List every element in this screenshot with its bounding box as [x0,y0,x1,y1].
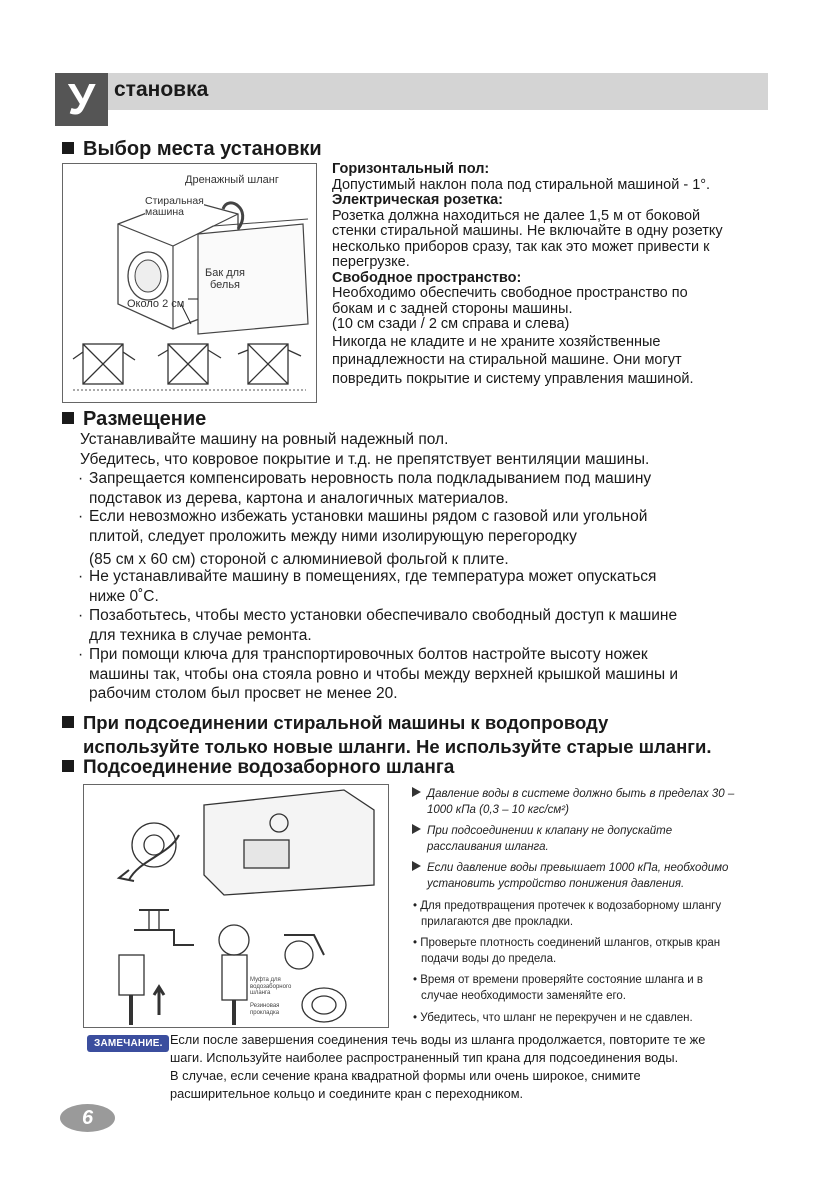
page-number: 6 [60,1104,115,1132]
arrow-right-icon [412,861,421,871]
tub-label: Бак для белья [205,267,245,291]
square-bullet-icon [62,412,74,424]
dot-note: • Проверьте плотность соединений шлангов, открыв кран подачи воды до предела. [413,937,721,965]
square-bullet-icon [62,716,74,728]
square-bullet-icon [62,142,74,154]
socket-heading: Электрическая розетка: [332,192,503,208]
list-item: · Позаботьтесь, чтобы место установки обеспечивало свободный доступ к машине для техника в случае ремонта. [78,607,678,644]
list-item: · Если невозможно избежать установки машины рядом с газовой или угольной плитой, следует проложить между ними изолирующую перегородку (85 см х 60 см) стороной с алюминиевой фольгой к плите. [78,508,648,568]
remark-text: Если после завершения соединения течь воды из шланга продолжается, повторите те же шаги. Используйте наиболее распространенный тип крана для подсоединения воды. В случае, если сечение крана квадратной формы или очень широкое, снимите расширительное кольцо и соедините кран с переходником. [170,1032,706,1101]
coupling-label: Муфта для водозаборного шланга [250,977,292,996]
list-item: · При помощи ключа для транспортировочных болтов настройте высоту ножек машины так, чтобы она стояла ровно и чтобы между верхней крышкой машины и рабочим столом был просвет не менее 20. [78,646,679,702]
arrow-note: Давление воды в системе должно быть в пределах 30 – 1000 кПа (0,3 – 10 кгс/см²) [412,786,792,818]
remark-badge: ЗАМЕЧАНИЕ. [87,1035,169,1052]
placement-requirements: Горизонтальный пол: Допустимый наклон пола под стиральной машиной - 1°. Электрическая розетка: Розетка должна находиться не далее 1,5 м от боковой стенки стиральной машины. Не включайте в одну розетку несколько приборов сразу, так как это может привести к перегрузке. Свободное пространство: Необходимо обеспечить свободное пространство по бокам и с задней стороны машины. (10 см сзади / 2 см справа и слева) Никогда не кладите и не храните хозяйственные принадлежности на стиральной машине. Они могут повредить покрытие и систему управления машиной. [332,162,772,387]
floor-text: Допустимый наклон пола под стиральной машиной - 1°. [332,176,711,193]
gasket-label: Резиновая прокладка [250,1003,280,1016]
dot-note: • Убедитесь, что шланг не перекручен и не сдавлен. [413,1012,693,1024]
arrow-right-icon [412,824,421,834]
list-item: · Не устанавливайте машину в помещениях, где температура может опускаться ниже 0˚С. [78,568,657,605]
arrow-right-icon [412,787,421,797]
gap-label: Около 2 см [127,298,185,310]
arrow-note: При подсоединении к клапану не допускайте расслаивания шланга. [412,823,792,855]
arrow-note: Если давление воды превышает 1000 кПа, необходимо установить устройство понижения давления. [412,860,792,892]
section-title-positioning: Размещение [62,408,206,431]
drain-hose-label: Дренажный шланг [185,174,279,186]
space-heading: Свободное пространство: [332,269,522,286]
inlet-hose-figure [83,784,389,1028]
dot-note: • Для предотвращения протечек к водозаборному шлангу прилагаются две прокладки. [413,900,722,928]
section-title-inlet-hose: Подсоединение водозаборного шланга [62,757,454,779]
section-title-placement: Выбор места установки [62,138,322,161]
floor-heading: Горизонтальный пол: [332,161,490,177]
list-item: · Запрещается компенсировать неровность пола подкладыванием под машину подставок из дерева, картона и аналогичных материалов. [78,470,652,507]
section-title-new-hoses: При подсоединении стиральной машины к водопроводу используйте только новые шланги. Не используйте старые шланги. [62,712,712,758]
dot-note: • Время от времени проверяйте состояние шланга и в случае необходимости заменяйте его. [413,974,703,1002]
square-bullet-icon [62,760,74,772]
hose-connection-illustration [84,785,388,1027]
placement-figure [62,163,317,403]
positioning-intro: Устанавливайте машину на ровный надежный пол. Убедитесь, что ковровое покрытие и т.д. не препятствует вентиляции машины. [80,431,650,468]
page-title: становка [114,78,209,101]
header-letter-box: У [55,73,108,126]
washer-label: Стиральная машина [145,195,204,218]
